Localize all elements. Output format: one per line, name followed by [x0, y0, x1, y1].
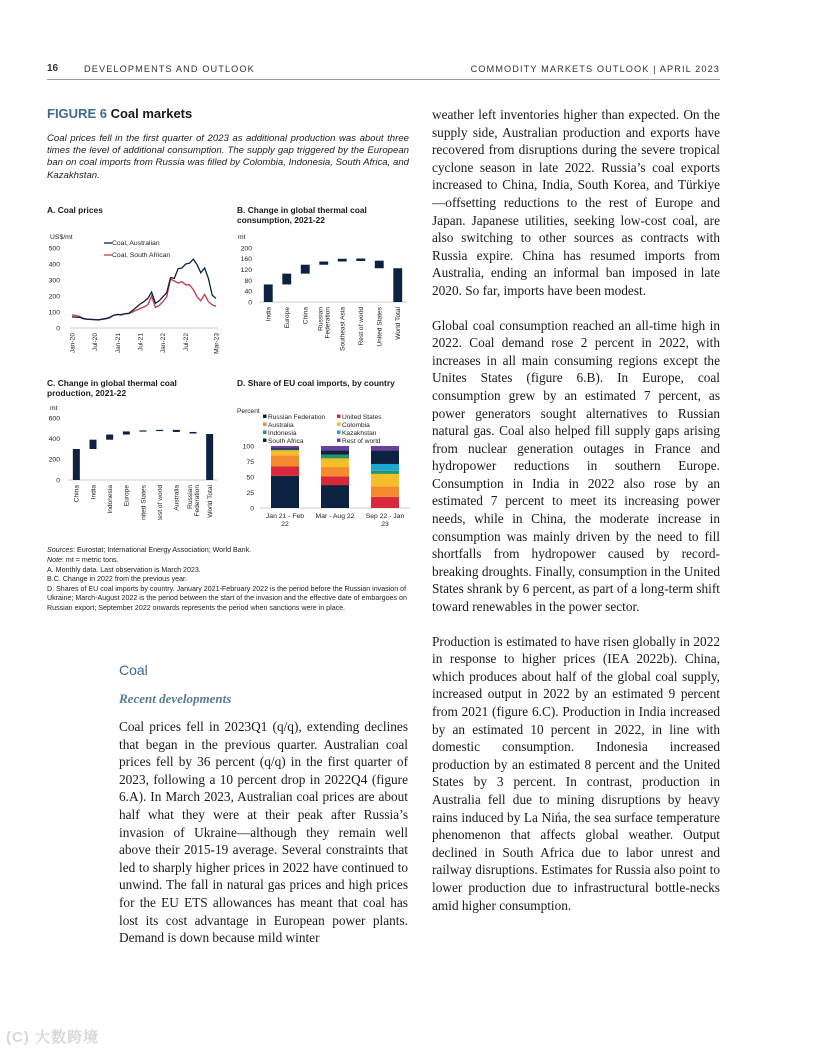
svg-text:Coal, Australian: Coal, Australian: [112, 240, 160, 247]
watermark-logo: (C) 大数跨境: [6, 1029, 99, 1046]
svg-text:Federation: Federation: [324, 307, 332, 339]
svg-text:India: India: [90, 485, 98, 500]
svg-text:Russian Federation: Russian Federation: [268, 414, 326, 421]
svg-text:Percent: Percent: [237, 408, 260, 415]
svg-text:23: 23: [381, 521, 389, 528]
paragraph: Global coal consumption reached an all-time high in 2022. Coal demand rose 2 percent in 2022, with increases in all main consuming regions except the Unites States (figure 6.B). In Europe, coal consumption grew by an estimated 7 percent, as power generators sought alternatives to Russian natural gas. Coal also helped fill supply gaps arising from nuclear generation outages in France and hydropower reductions in southern Europe. Consumption in India in 2022 also rose by an estimated 7 percent to meet its increasing power needs, while in China, the moderate increase in consumption was mainly driven by the need to fill shortfalls from hydropower caused by record-breaking droughts. Finally, consumption in the United States shrank by 6 percent, as part of a long-term shift toward renewables in the power sector.: [432, 317, 720, 615]
waterfall-bar: [338, 259, 347, 262]
coal-prices-svg: [40, 228, 225, 368]
note-d: D. Shares of EU coal imports by country. January 2021-February 2022 is the period before the Russian invasion of Ukraine; March-August 2022 is the period between the start of the invasion and the effective date of embargoes on Russian export; September 2022 onwards represents the period when sanctions were in place.: [47, 585, 407, 612]
svg-text:Rest of world: Rest of world: [342, 438, 381, 445]
svg-text:Europe: Europe: [123, 485, 131, 507]
waterfall-bar: [123, 431, 130, 434]
note-bc: B.C. Change in 2022 from the previous year.: [47, 575, 187, 584]
svg-text:200: 200: [240, 245, 252, 253]
waterfall-bar: [156, 430, 163, 431]
svg-text:Colombia: Colombia: [342, 422, 370, 429]
svg-text:World Total: World Total: [395, 307, 403, 340]
waterfall-bar: [301, 265, 310, 274]
metric-note: Note: mt = metric tons.: [47, 555, 119, 564]
stacked-svg: [232, 400, 412, 535]
legend-swatch: [263, 431, 267, 435]
svg-text:South Africa: South Africa: [268, 438, 304, 445]
svg-text:100: 100: [242, 443, 254, 451]
paragraph: Production is estimated to have risen globally in 2022 in response to higher prices (IEA 2022b). China, which produces about half of the global coal supply, increased output in 2022 by an estimated 9 percent from 2021 (figure 6.C). Production in India increased by an estimated 10 percent in 2022, in line with domestic consumption. Indonesia increased production by an estimated 8 percent and the United States by 3 percent. In contrast, production in Australia fell due to mining disruptions by heavy rains induced by La Nińa, the sea surface temperature phenomenon that affects global weather. Output declined in South Africa due to labor unrest and railway disruptions. Estimates for Russia also point to lower production due to infrastructural bottle-necks amid higher consumption.: [432, 633, 720, 913]
chart-consumption-change: [232, 228, 412, 358]
legend-swatch: [337, 439, 341, 443]
stacked-segment: [371, 446, 399, 450]
svg-text:Jan-22: Jan-22: [160, 333, 168, 354]
svg-text:160: 160: [240, 256, 252, 264]
waterfall-bar: [140, 430, 147, 431]
stacked-segment: [321, 455, 349, 459]
waterfall-bar: [90, 440, 97, 449]
svg-text:22: 22: [281, 521, 289, 528]
waterfall-bar: [73, 449, 80, 480]
series-line: [72, 259, 216, 320]
legend-swatch: [337, 415, 341, 419]
svg-text:Australia: Australia: [173, 485, 181, 511]
svg-text:India: India: [265, 307, 273, 322]
stacked-segment: [371, 474, 399, 486]
right-column-text: [432, 106, 720, 931]
waterfall-bar: [206, 434, 213, 480]
waterfall-bar: [264, 284, 273, 302]
panel-d-title: D. Share of EU coal imports, by country: [237, 378, 395, 388]
waterfall-bar: [319, 262, 328, 265]
svg-text:75: 75: [246, 458, 254, 466]
sources-note: Sources: Eurostat; International Energy Association; World Bank.: [47, 546, 252, 554]
svg-text:0: 0: [56, 325, 60, 333]
stacked-segment: [271, 450, 299, 455]
svg-text:120: 120: [240, 267, 252, 274]
subsection-heading: Recent developments: [119, 691, 232, 706]
svg-text:mt: mt: [238, 234, 246, 241]
waterfall-bar: [106, 435, 113, 440]
stacked-segment: [321, 450, 349, 454]
svg-text:0: 0: [56, 477, 60, 485]
svg-text:Indonesia: Indonesia: [268, 430, 297, 437]
svg-text:World Total: World Total: [206, 485, 214, 518]
page-number: 16: [47, 63, 59, 74]
svg-text:Jul-21: Jul-21: [137, 333, 145, 351]
stacked-segment: [371, 471, 399, 474]
svg-text:Federation: Federation: [193, 485, 201, 517]
running-section-title: DEVELOPMENTS AND OUTLOOK: [84, 64, 255, 74]
svg-text:Kazakhstan: Kazakhstan: [342, 430, 377, 437]
svg-text:Mar - Aug 22: Mar - Aug 22: [315, 513, 355, 520]
svg-text:Mar-23: Mar-23: [213, 333, 221, 354]
svg-text:United States: United States: [342, 414, 382, 421]
svg-text:US$/mt: US$/mt: [50, 234, 73, 241]
stacked-segment: [321, 476, 349, 485]
svg-text:600: 600: [48, 415, 60, 423]
panel-c-title: C. Change in global thermal coal production, 2021-22: [47, 378, 177, 398]
legend-swatch: [263, 415, 267, 419]
svg-text:China: China: [302, 307, 310, 325]
stacked-segment: [321, 485, 349, 508]
svg-text:Southeast Asia: Southeast Asia: [339, 307, 347, 351]
stacked-segment: [321, 446, 349, 450]
svg-text:mt: mt: [50, 405, 58, 412]
stacked-segment: [271, 448, 299, 449]
paragraph: Coal prices fell in 2023Q1 (q/q), extending declines that began in the previous quarter. Australian coal prices fell by 36 percent (q/q) in the first quarter of 2023, following a 10 percent drop in 2022Q4 (figure 6.A). In March 2023, Australian coal prices are about half what they were at their peak after Russia’s invasion of Ukraine—although they remain well above their 2015-19 average. Several constraints that led to sharply higher prices in 2022 have continued to unwind. The fall in natural gas prices and high prices for the EU ETS allowances has meant that coal has lost its cost advantage in European power plants. Demand is down because mild winter: [119, 719, 408, 946]
svg-text:300: 300: [48, 277, 60, 285]
figure-title: [47, 106, 192, 121]
page-header: [47, 62, 720, 80]
waterfall-svg: [232, 228, 412, 358]
svg-text:China: China: [73, 485, 81, 503]
legend-swatch: [337, 423, 341, 427]
svg-text:Jan-20: Jan-20: [69, 333, 77, 354]
svg-text:Jul-20: Jul-20: [92, 333, 100, 351]
svg-text:Jul-22: Jul-22: [182, 333, 190, 351]
svg-text:Russian: Russian: [186, 485, 194, 509]
svg-text:40: 40: [244, 288, 252, 296]
svg-text:400: 400: [48, 436, 60, 444]
series-line: [72, 279, 216, 320]
waterfall-svg: [40, 400, 225, 520]
svg-text:200: 200: [48, 456, 60, 464]
legend-swatch: [263, 439, 267, 443]
note-a: A. Monthly data. Last observation is March 2023.: [47, 565, 201, 574]
svg-text:500: 500: [48, 245, 60, 253]
left-column-text: [119, 718, 408, 964]
svg-text:Russian: Russian: [317, 307, 325, 331]
svg-text:Jan-21: Jan-21: [114, 333, 122, 354]
publication-title: COMMODITY MARKETS OUTLOOK | APRIL 2023: [470, 64, 720, 74]
stacked-segment: [271, 450, 299, 451]
waterfall-bar: [356, 259, 365, 261]
svg-text:United States: United States: [376, 307, 384, 347]
figure-name: Coal markets: [110, 106, 193, 121]
stacked-segment: [371, 497, 399, 508]
chart-production-change: [40, 400, 225, 520]
stacked-segment: [321, 467, 349, 476]
figure-number: FIGURE 6: [47, 106, 107, 121]
stacked-segment: [371, 450, 399, 464]
svg-text:50: 50: [246, 474, 254, 482]
chart-coal-prices: [40, 228, 225, 368]
waterfall-bar: [282, 274, 291, 285]
svg-text:Sep 22 - Jan: Sep 22 - Jan: [365, 513, 405, 520]
stacked-segment: [371, 486, 399, 497]
svg-text:Europe: Europe: [284, 307, 292, 329]
waterfall-bar: [375, 261, 384, 269]
stacked-segment: [271, 466, 299, 475]
svg-text:0: 0: [250, 505, 254, 513]
figure-notes: [47, 546, 409, 613]
svg-text:Rest of world: Rest of world: [358, 307, 366, 346]
stacked-segment: [371, 464, 399, 471]
stacked-segment: [271, 446, 299, 448]
panel-b-title: B. Change in global thermal coal consumption, 2021-22: [237, 205, 367, 225]
panel-a-title: A. Coal prices: [47, 205, 103, 215]
paragraph: weather left inventories higher than expected. On the supply side, Australian production and exports have recovered from disruptions during the severe tropical cyclone season in late 2022. Russia’s coal exports increased to China, India, South Korea, and Türkiye—offsetting reductions to the rest of Europe and Japan. Japanese utilities, seeking low-cost coal, are also switching to other sources as contracts with Russia expire. China has resumed imports from Australia, ending an informal ban imposed in late 2020. So far, imports have been modest.: [432, 107, 720, 298]
svg-text:200: 200: [48, 293, 60, 301]
svg-text:400: 400: [48, 261, 60, 269]
svg-text:80: 80: [244, 277, 252, 285]
svg-text:100: 100: [48, 309, 60, 317]
stacked-segment: [271, 455, 299, 466]
waterfall-bar: [393, 268, 402, 302]
svg-text:Indonesia: Indonesia: [106, 485, 114, 514]
chart-eu-imports-share: [232, 400, 412, 535]
section-heading: Coal: [119, 662, 148, 678]
stacked-segment: [271, 476, 299, 508]
stacked-segment: [321, 458, 349, 467]
svg-text:25: 25: [246, 489, 254, 497]
waterfall-bar: [173, 430, 180, 432]
legend-swatch: [263, 423, 267, 427]
svg-text:Rest of world: Rest of world: [156, 485, 164, 520]
waterfall-bar: [190, 432, 197, 434]
svg-text:Coal, South African: Coal, South African: [112, 252, 171, 259]
svg-text:United States: United States: [140, 485, 148, 520]
svg-text:0: 0: [248, 299, 252, 307]
legend-swatch: [337, 431, 341, 435]
svg-text:Australia: Australia: [268, 422, 294, 429]
figure-subtitle: Coal prices fell in the first quarter of 2023 as additional production was about three times the level of additional consumption. The supply gap triggered by the European ban on coal imports from Russia was filled by Colombia, Indonesia, South Africa, and Kazakhstan.: [47, 133, 409, 181]
svg-text:Jan 21 - Feb: Jan 21 - Feb: [265, 513, 305, 520]
